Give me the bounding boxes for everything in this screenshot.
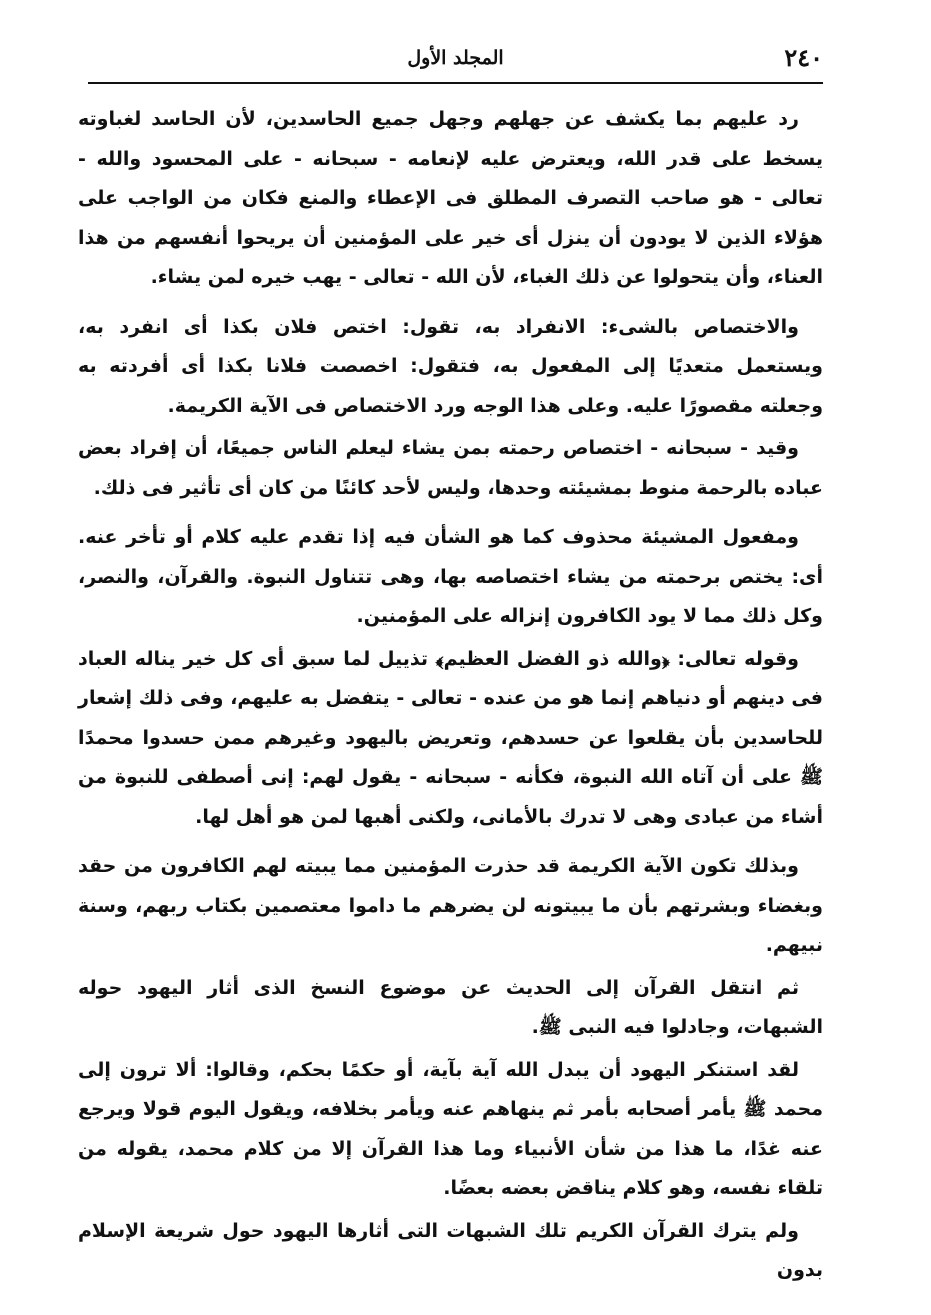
header-rule bbox=[88, 82, 823, 84]
paragraph: وقيد - سبحانه - اختصاص رحمته بمن يشاء ليعلم الناس جميعًا، أن إفراد بعض عباده بالرحمة منوط بمشيئته وحدها، وليس لأحد كائنًا من كان أى تأثير فى ذلك. bbox=[78, 437, 823, 499]
body-text bbox=[78, 100, 823, 1294]
paragraph: لقد استنكر اليهود أن يبدل الله آية بآية، أو حكمًا بحكم، وقالوا: ألا ترون إلى محمد ﷺ يأمر أصحابه بأمر ثم ينهاهم عنه ويأمر بخلافه، ويقول اليوم قولا ويرجع عنه غدًا، ما هذا من شأن الأنبياء وما هذا القرآن إلا من كلام محمد، يقوله من تلقاء نفسه، وهو كلام يناقض بعضه بعضًا. bbox=[78, 1058, 823, 1199]
page-header bbox=[88, 40, 823, 80]
paragraph: ثم انتقل القرآن إلى الحديث عن موضوع النسخ الذى أثار اليهود حوله الشبهات، وجادلوا فيه النبى ﷺ. bbox=[78, 976, 823, 1038]
paragraph: ومفعول المشيئة محذوف كما هو الشأن فيه إذا تقدم عليه كلام أو تأخر عنه. أى: يختص برحمته من يشاء اختصاصه بها، وهى تتناول النبوة. والقرآن، والنصر، وكل ذلك مما لا يود الكافرون إنزاله على المؤمنين. bbox=[78, 526, 823, 627]
page-number: ٢٤٠ bbox=[784, 43, 823, 72]
paragraph: ولم يترك القرآن الكريم تلك الشبهات التى أثارها اليهود حول شريعة الإسلام بدون bbox=[78, 1219, 823, 1281]
paragraph: وبذلك تكون الآية الكريمة قد حذرت المؤمنين مما يبيته لهم الكافرون من حقد وبغضاء وبشرتهم بأن ما يبيتونه لن يضرهم ما داموا معتصمين بكتاب ربهم، وسنة نبيهم. bbox=[78, 855, 823, 956]
paragraph: والاختصاص بالشىء: الانفراد به، تقول: اختص فلان بكذا أى انفرد به، ويستعمل متعديًا إلى المفعول به، فتقول: اخصصت فلانا بكذا أى أفردته به وجعلته مقصورًا عليه. وعلى هذا الوجه ورد الاختصاص فى الآية الكريمة. bbox=[78, 315, 823, 417]
running-title: المجلد الأول bbox=[407, 47, 504, 69]
paragraph: رد عليهم بما يكشف عن جهلهم وجهل جميع الحاسدين، لأن الحاسد لغباوته يسخط على قدر الله، ويعترض عليه لإنعامه - سبحانه - على المحسود والله - تعالى - هو صاحب التصرف المطلق فى الإعطاء والمنع فكان من الواجب على هؤلاء الذين لا يودون أن ينزل أى خير على المؤمنين أن يريحوا أنفسهم من هذا العناء، وأن يتحولوا عن ذلك الغباء، لأن الله - تعالى - يهب خيره لمن يشاء. bbox=[78, 108, 823, 288]
paragraph: وقوله تعالى: ﴿والله ذو الفضل العظيم﴾ تذييل لما سبق أى كل خير يناله العباد فى دينهم أو دنياهم إنما هو من عنده - تعالى - يتفضل به عليهم، وفى ذلك إشعار للحاسدين بأن يقلعوا عن حسدهم، وتعريض باليهود وغيرهم ممن حسدوا محمدًا ﷺ على أن آتاه الله النبوة، فكأنه - سبحانه - يقول لهم: إنى أصطفى للنبوة من أشاء من عبادى وهى لا تدرك بالأمانى، ولكنى أهبها لمن هو أهل لها. bbox=[78, 647, 823, 828]
